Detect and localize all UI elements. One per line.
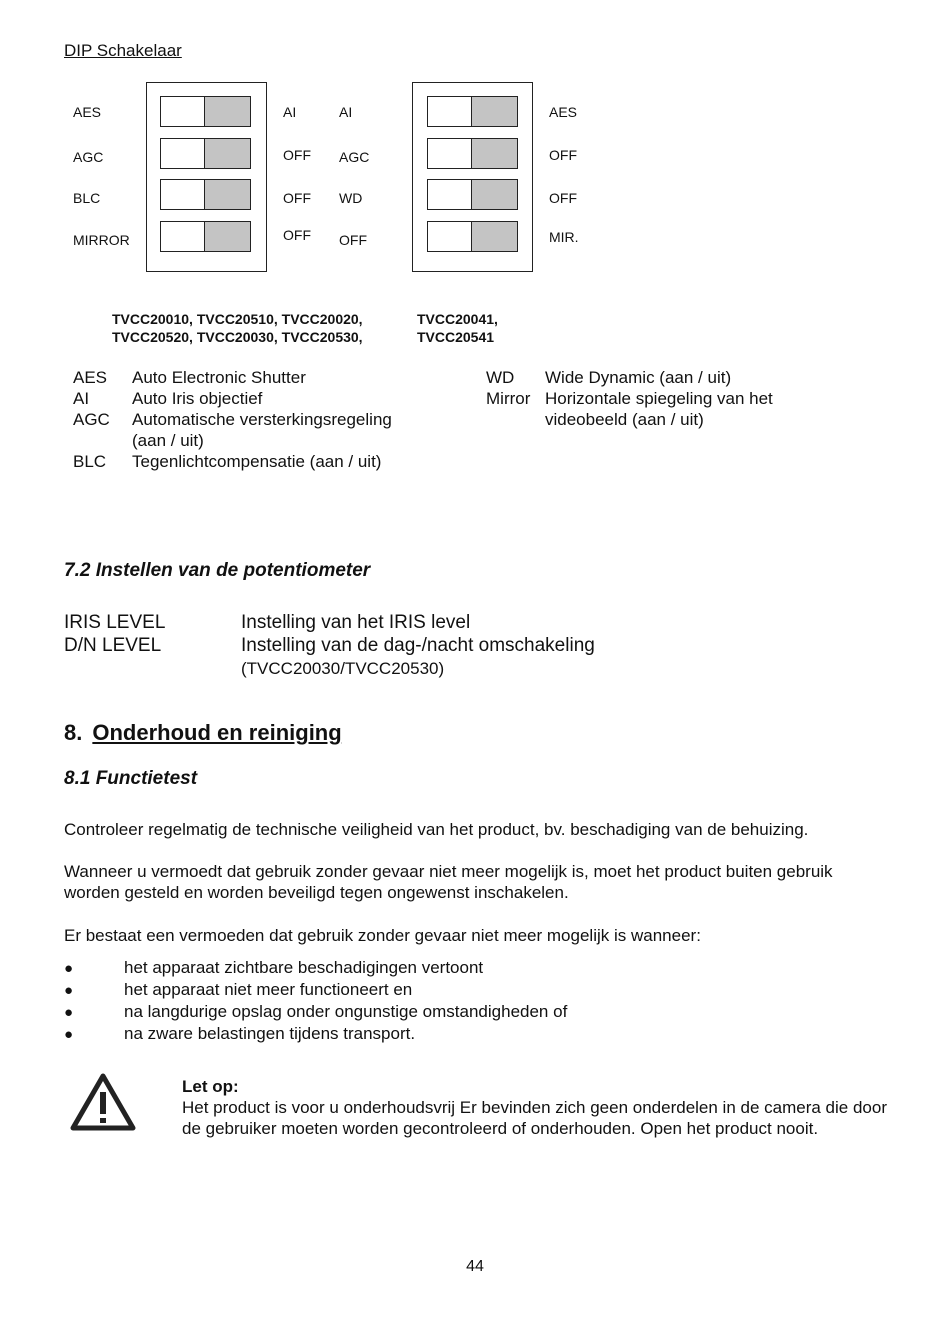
- warning-text: Het product is voor u onderhoudsvrij Er bevinden zich geen onderdelen in de camera die door de gebruiker moeten worden gecontroleerd of onderhouden. Open het product nooit.: [182, 1098, 887, 1138]
- legend-abbr: Mirror: [486, 389, 531, 408]
- dip-left-label: AGC: [73, 149, 104, 165]
- list-item: [64, 979, 412, 1002]
- dip-left-value: AI: [283, 104, 297, 120]
- dip-switch: [160, 138, 251, 169]
- list-item: [64, 957, 483, 980]
- model-line: TVCC20541: [417, 329, 495, 345]
- model-line: TVCC20041,: [417, 311, 498, 327]
- legend-abbr: AI: [73, 389, 90, 408]
- list-item-text: na langdurige opslag onder ongunstige omstandigheden of: [124, 1002, 568, 1021]
- models-left: [112, 310, 363, 346]
- list-item: [64, 1023, 415, 1046]
- list-item-text: na zware belastingen tijdens transport.: [124, 1024, 416, 1043]
- dip-switch-box-left: [146, 82, 267, 272]
- dip-left-label: MIRROR: [73, 232, 130, 248]
- bullet-icon: ●: [64, 1026, 74, 1043]
- dip-switch: [160, 96, 251, 127]
- dip-switch: [427, 96, 518, 127]
- dip-switch: [160, 221, 251, 252]
- dip-left-label: AES: [73, 104, 102, 120]
- legend-desc: (aan / uit): [132, 431, 204, 450]
- dip-right-value: AES: [549, 104, 578, 120]
- page-number: 44: [466, 1258, 484, 1275]
- legend-desc: videobeeld (aan / uit): [545, 410, 704, 429]
- legend-desc: Horizontale spiegeling van het: [545, 389, 773, 408]
- chapter-title: Onderhoud en reiniging: [92, 720, 342, 745]
- legend-desc: Automatische versterkingsregeling: [132, 410, 392, 429]
- legend-abbr: AGC: [73, 410, 110, 429]
- dip-title: DIP Schakelaar: [64, 41, 182, 60]
- dip-switch-box-right: [412, 82, 533, 272]
- list-item: [64, 1001, 567, 1024]
- dip-left-label: BLC: [73, 190, 101, 206]
- model-line: TVCC20010, TVCC20510, TVCC20020,: [112, 311, 363, 327]
- chapter-heading: [64, 720, 342, 746]
- dip-switch: [160, 179, 251, 210]
- bullet-icon: ●: [64, 1004, 74, 1021]
- dip-right-label: AGC: [339, 149, 370, 165]
- dip-switch: [427, 221, 518, 252]
- dip-right-label: AI: [339, 104, 353, 120]
- legend-abbr: WD: [486, 368, 515, 387]
- pot-value: Instelling van de dag-/nacht omschakeling: [241, 635, 595, 656]
- legend-abbr: AES: [73, 368, 108, 387]
- legend-desc: Wide Dynamic (aan / uit): [545, 368, 732, 387]
- dip-right-label: OFF: [339, 232, 367, 248]
- section-heading: 8.1 Functietest: [64, 768, 198, 789]
- list-item-text: het apparaat niet meer functioneert en: [124, 980, 413, 999]
- section-heading: 7.2 Instellen van de potentiometer: [64, 560, 371, 581]
- dip-right-value: OFF: [549, 147, 577, 163]
- warning-triangle-icon: [70, 1072, 136, 1132]
- dip-left-value: OFF: [283, 227, 311, 243]
- models-right: [417, 310, 498, 346]
- legend-abbr: BLC: [73, 452, 107, 471]
- model-line: TVCC20520, TVCC20030, TVCC20530,: [112, 329, 363, 345]
- bullet-icon: ●: [64, 960, 74, 977]
- dip-left-value: OFF: [283, 147, 311, 163]
- chapter-number: 8.: [64, 720, 83, 745]
- pot-value: Instelling van het IRIS level: [241, 612, 471, 633]
- dip-switch: [427, 138, 518, 169]
- dip-left-value: OFF: [283, 190, 311, 206]
- paragraph: Controleer regelmatig de technische veiligheid van het product, bv. beschadiging van de behuizing.: [64, 820, 809, 839]
- paragraph: Wanneer u vermoedt dat gebruik zonder gevaar niet meer mogelijk is, moet het product buiten gebruik worden gesteld en worden beveiligd tegen ongewenst inschakelen.: [64, 862, 833, 902]
- list-item-text: het apparaat zichtbare beschadigingen vertoont: [124, 958, 484, 977]
- legend-desc: Tegenlichtcompensatie (aan / uit): [132, 452, 382, 471]
- legend-desc: Auto Electronic Shutter: [132, 368, 306, 387]
- legend-desc: Auto Iris objectief: [132, 389, 263, 408]
- dip-right-value: OFF: [549, 190, 577, 206]
- warning-note: [182, 1076, 892, 1139]
- dip-switch: [427, 179, 518, 210]
- dip-right-label: WD: [339, 190, 363, 206]
- pot-key: IRIS LEVEL: [64, 612, 166, 633]
- bullet-icon: ●: [64, 982, 74, 999]
- pot-value: (TVCC20030/TVCC20530): [241, 659, 445, 678]
- pot-key: D/N LEVEL: [64, 635, 162, 656]
- paragraph: Er bestaat een vermoeden dat gebruik zonder gevaar niet meer mogelijk is wanneer:: [64, 926, 701, 945]
- warning-title: Let op:: [182, 1077, 239, 1096]
- dip-right-value: MIR.: [549, 229, 579, 245]
